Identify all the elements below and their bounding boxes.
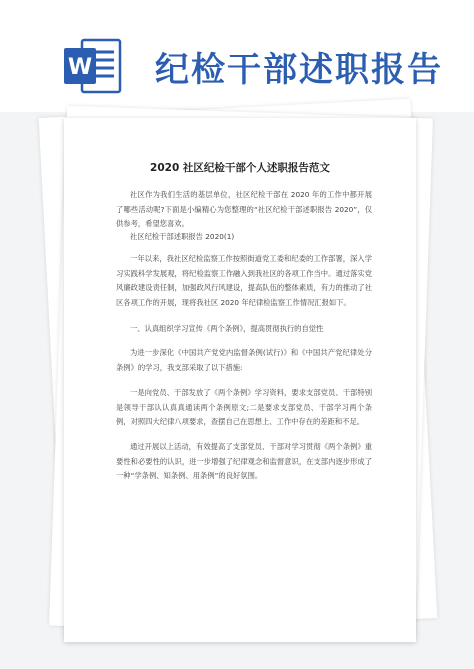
paragraph-2: 为进一步深化《中国共产党党内监督条例(试行)》和《中国共产党纪律处分条例》的学习，我支部采取了以下措施: (116, 348, 372, 372)
word-document-icon (62, 36, 124, 96)
word-icon-letter: W (67, 55, 93, 80)
paragraph-3: 一是向党员、干部发放了《两个条例》学习资料，要求支部党员、干部特别是领导干部认认真真通读两个条例原文;二是要求支部党员、干部学习两个条例，对照四大纪律八项要求，查摆自己在思想上、工作中存在的差距和不足。 (116, 388, 372, 426)
document-title: 2020 社区纪检干部个人述职报告范文 (150, 162, 330, 174)
paragraph-4: 通过开展以上活动，有效提高了支部党员、干部对学习贯彻《两个条例》重要性和必要性的认识，进一步增强了纪律观念和监督意识，在支部内逐步形成了一种“学条例、知条例、用条例”的良好氛围。 (116, 442, 372, 480)
header-banner (0, 0, 474, 112)
page-title: 纪检干部述职报告 (155, 50, 443, 90)
section-label: 社区纪检干部述职报告 2020(1) (130, 232, 235, 241)
paragraph-1: 一年以来，我社区纪检监察工作按照街道党工委和纪委的工作部署，深入学习实践科学发展观，将纪检监察工作融入到我社区的各项工作当中。通过落实党风廉政建设责任制，加强政风行风建设，提高队伍的整体素质，有力的推动了社区各项工作的开展，现将我社区 2020 年纪律检监察工作情况汇报如下。 (116, 254, 372, 307)
heading-1: 一、认真组织学习宣传《两个条例》，提高贯彻执行的自觉性 (130, 324, 324, 333)
document-page (64, 118, 416, 642)
intro-paragraph: 社区作为我们生活的基层单位，社区纪检干部在 2020 年的工作中都开展了哪些活动呢?下面是小编精心为您整理的“社区纪检干部述职报告 2020”，仅供参考，希望您喜欢。 (116, 190, 372, 228)
